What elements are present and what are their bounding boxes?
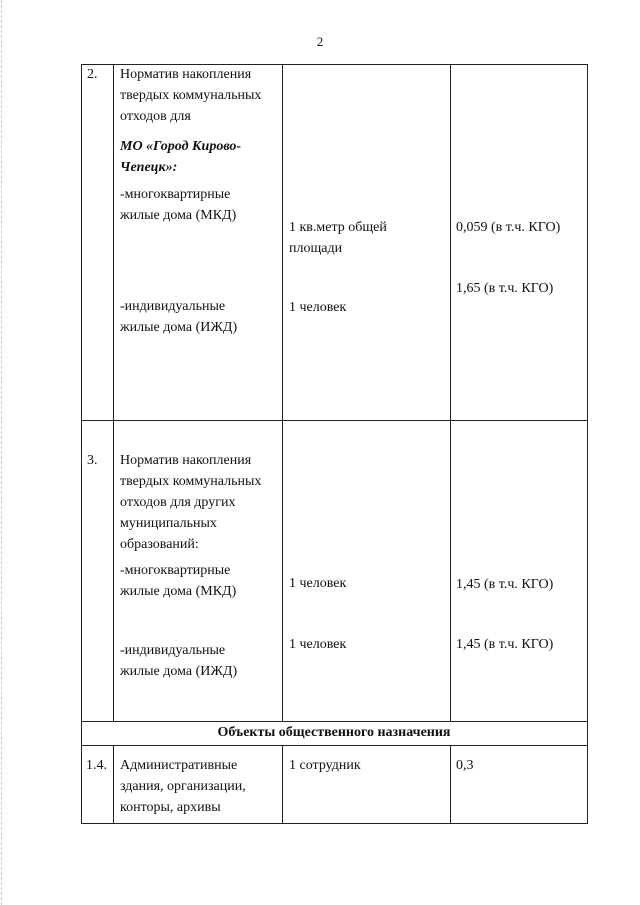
table-right-border [587,64,588,824]
norm-value-cell: 1,45 (в т.ч. КГО) [456,637,554,652]
housing-type-label: -индивидуальные жилые дома (ИЖД) [120,643,238,679]
unit-cell: 1 человек [289,637,347,652]
column-divider [113,64,114,721]
object-type-label: Административные здания, организации, конторы, архивы [120,758,246,815]
housing-type-label: -многоквартирные жилые дома (МКД) [120,563,237,599]
row-number: 1.4. [86,758,107,773]
municipality-name: МО «Город Кирово- Чепецк»: [120,139,242,175]
norm-value-cell: 1,45 (в т.ч. КГО) [456,577,554,592]
row-title: Норматив накопления твердых коммунальных отходов для [120,67,262,124]
unit-cell: 1 человек [289,576,347,591]
unit-cell: 1 человек [289,300,347,315]
row-number: 3. [87,453,98,468]
row-divider [81,420,587,421]
column-divider [282,64,283,721]
row-divider [81,745,587,746]
norm-value-cell: 0,059 (в т.ч. КГО) [456,220,561,235]
table-left-border [81,64,82,824]
table-bottom-border [81,823,587,824]
row-title: Норматив накопления твердых коммунальных отходов для других муниципальных образований: [120,453,262,552]
row-divider [81,721,587,722]
unit-cell: 1 сотрудник [289,758,361,773]
norm-value-cell: 0,3 [456,758,474,773]
unit-cell: 1 кв.метр общей площади [289,220,387,256]
column-divider [113,745,114,823]
column-divider [282,745,283,823]
section-header: Объекты общественного назначения [217,725,451,740]
column-divider [450,745,451,823]
row-number: 2. [87,67,98,82]
page-number: 2 [316,34,324,49]
norm-value-cell: 1,65 (в т.ч. КГО) [456,281,554,296]
housing-type-label: -индивидуальные жилые дома (ИЖД) [120,299,238,335]
column-divider [450,64,451,721]
housing-type-label: -многоквартирные жилые дома (МКД) [120,187,237,223]
